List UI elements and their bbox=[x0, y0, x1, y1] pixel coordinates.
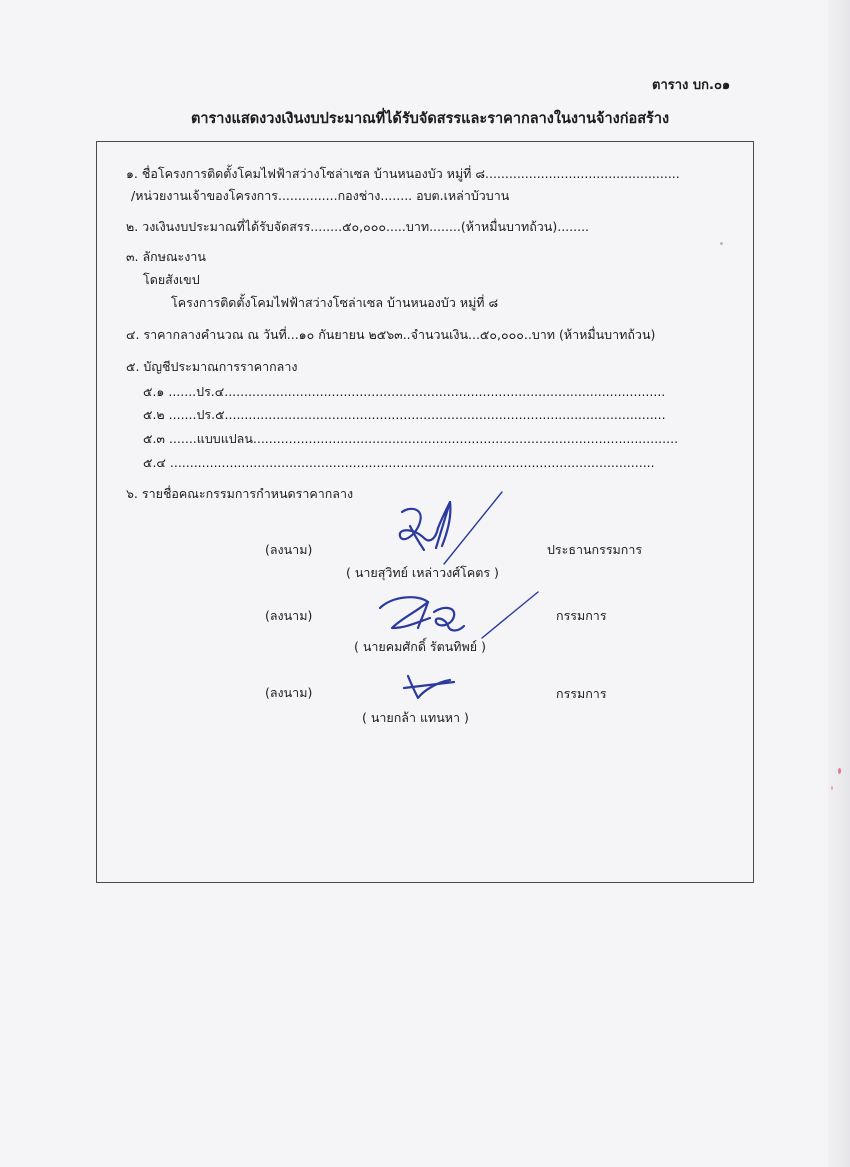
role-member-2: กรรมการ bbox=[556, 608, 607, 623]
item-5-heading: ๕. บัญชีประมาณการราคากลาง bbox=[126, 359, 298, 374]
signature-member-3 bbox=[398, 664, 468, 704]
item-1-project-name: ๑. ชื่อโครงการติดตั้งโคมไฟฟ้าสว่างโซล่าเซล บ้านหนองบัว หมู่ที่ ๘................................................. bbox=[126, 166, 680, 181]
item-4-reference-price: ๔. ราคากลางคำนวณ ณ วันที่...๑๐ กันยายน ๒๕๖๓..จำนวนเงิน...๕๐,๐๐๐..บาท (ห้าหมื่นบาทถ้วน) bbox=[126, 327, 656, 342]
member-name-2: ( นายคมศักดิ์ รัตนทิพย์ ) bbox=[354, 639, 486, 654]
scan-speck bbox=[838, 768, 841, 774]
signature-chairman bbox=[380, 488, 520, 570]
item-3-subheading: โดยสังเขป bbox=[143, 272, 200, 287]
item-1-agency: /หน่วยงานเจ้าของโครงการ...............กองช่าง........ อบต.เหล่าบัวบาน bbox=[131, 188, 510, 203]
item-5-2: ๕.๒ .......ปร.๕............................................................................................................... bbox=[143, 407, 666, 422]
sign-label-1: (ลงนาม) bbox=[265, 542, 313, 557]
member-name-1: ( นายสุวิทย์ เหล่าวงศ์โคตร ) bbox=[346, 565, 499, 580]
scan-speck bbox=[720, 242, 723, 245]
member-name-3: ( นายกล้า แทนหา ) bbox=[362, 710, 469, 725]
sign-label-3: (ลงนาม) bbox=[265, 685, 313, 700]
sign-label-2: (ลงนาม) bbox=[265, 608, 313, 623]
item-5-3: ๕.๓ .......แบบแปลน........................................................................................................... bbox=[143, 431, 679, 446]
item-5-1: ๕.๑ .......ปร.๔............................................................................................................... bbox=[143, 384, 666, 399]
paper-edge bbox=[828, 0, 850, 1167]
item-3-detail: โครงการติดตั้งโคมไฟฟ้าสว่างโซล่าเซล บ้านหนองบัว หมู่ที่ ๘ bbox=[171, 295, 499, 310]
item-2-budget: ๒. วงเงินงบประมาณที่ได้รับจัดสรร........๕๐,๐๐๐.....บาท........(ห้าหมื่นบาทถ้วน)........ bbox=[126, 219, 590, 234]
role-member-3: กรรมการ bbox=[556, 686, 607, 701]
item-5-4: ๕.๔ .......................................................................................................................... bbox=[143, 455, 655, 470]
form-code: ตาราง บก.๐๑ bbox=[652, 78, 731, 93]
item-6-heading: ๖. รายชื่อคณะกรรมการกำหนดราคากลาง bbox=[126, 486, 354, 501]
document-title: ตารางแสดงวงเงินงบประมาณที่ได้รับจัดสรรและราคากลางในงานจ้างก่อสร้าง bbox=[190, 111, 670, 127]
item-3-heading: ๓. ลักษณะงาน bbox=[126, 249, 206, 264]
signature-member-2 bbox=[372, 588, 542, 658]
role-chairman: ประธานกรรมการ bbox=[547, 542, 643, 557]
scan-speck bbox=[831, 786, 833, 790]
